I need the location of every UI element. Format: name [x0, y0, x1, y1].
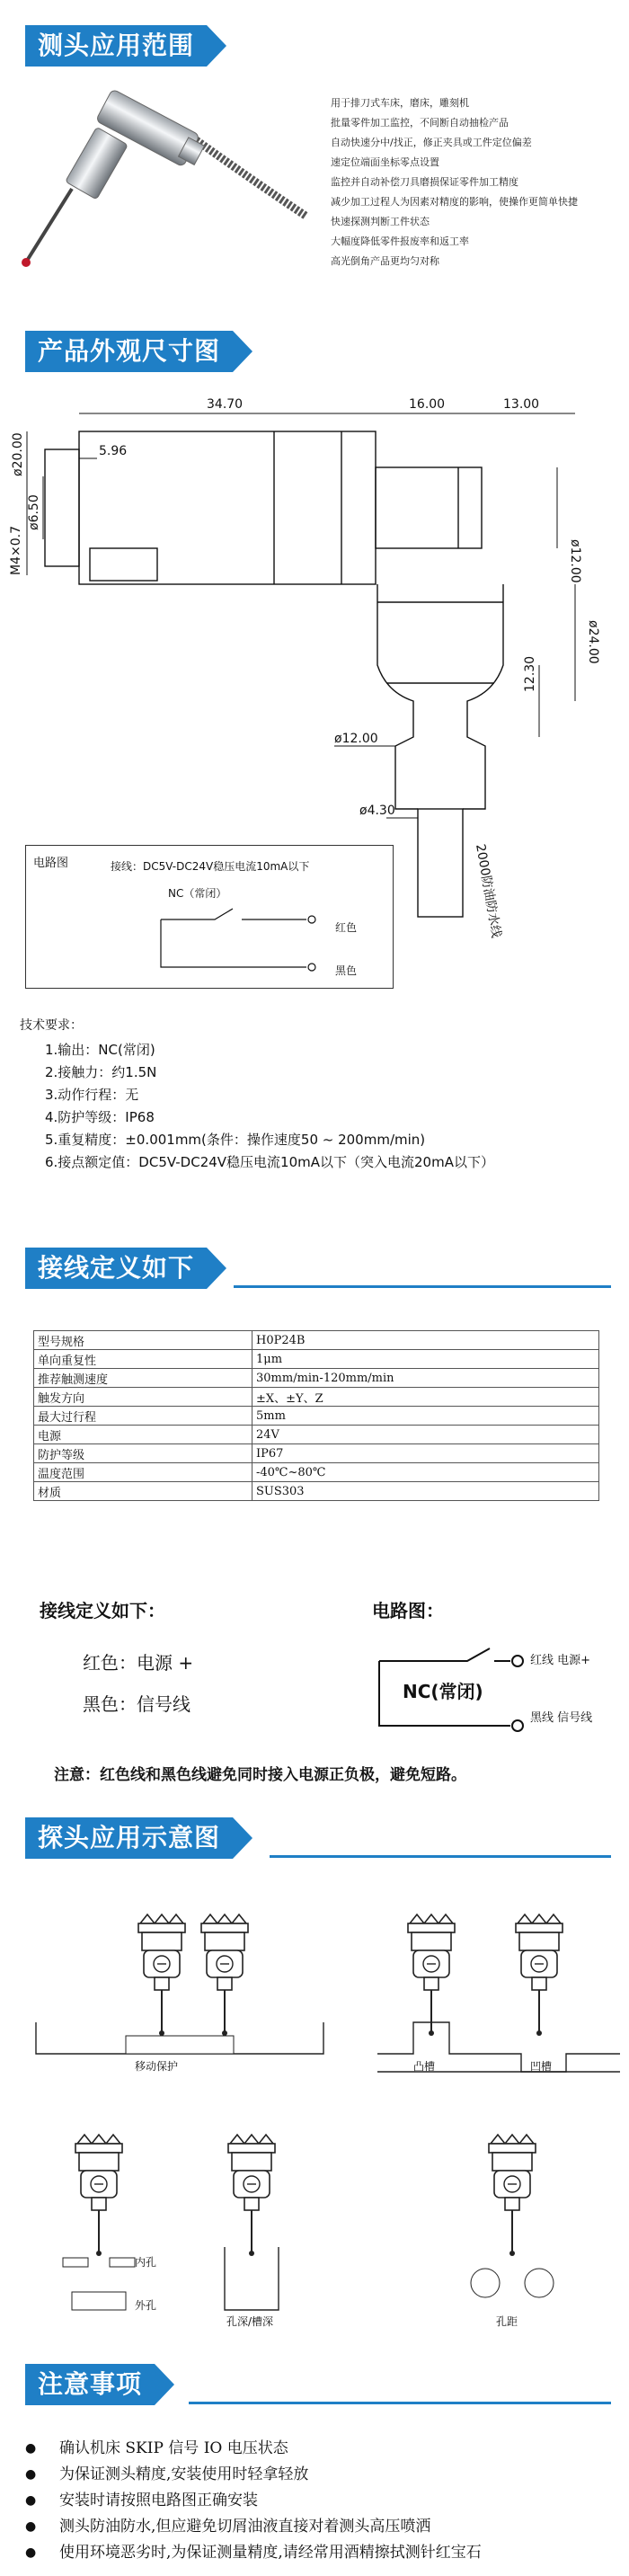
spec-key: 材质	[34, 1482, 252, 1501]
table-row	[34, 1331, 599, 1350]
dim-d12-top: ø12.00	[568, 539, 582, 583]
dim-d20: ø20.00	[11, 432, 25, 476]
circuit-red-label: 红色	[335, 921, 358, 934]
caption-hole-spacing: 孔距	[496, 2315, 518, 2328]
wire-black-def: 黑色：信号线	[83, 1693, 190, 1715]
table-row	[34, 1369, 599, 1388]
spec-key: 型号规格	[34, 1331, 252, 1350]
feature-list	[331, 93, 618, 271]
table-row	[34, 1426, 599, 1444]
dim-d12-bottom: ø12.00	[334, 732, 378, 746]
spec-value: ±X、±Y、Z	[252, 1388, 599, 1407]
spec-value: 1μm	[252, 1350, 599, 1369]
dim-5-96: 5.96	[99, 444, 128, 458]
wire-red-def: 红色：电源 +	[83, 1652, 194, 1674]
section-title-wiring: 接线定义如下	[25, 1248, 207, 1289]
note-item: ● 测头防油防水,但应避免切屑油液直接对着测头高压喷洒	[25, 2514, 618, 2540]
application-diagrams	[0, 1888, 629, 2319]
dim-34-70: 34.70	[207, 397, 244, 412]
spec-value: 30mm/min-120mm/min	[252, 1369, 599, 1388]
dim-d4-3: ø4.30	[359, 804, 395, 818]
spec-value: -40℃~80℃	[252, 1463, 599, 1482]
section-title-dimensions: 产品外观尺寸图	[25, 331, 233, 372]
spec-table	[33, 1330, 599, 1501]
feature-item: 大幅度降低零件报废率和返工率	[331, 235, 469, 247]
feature-item: 批量零件加工监控，不间断自动抽检产品	[331, 117, 509, 129]
spec-value: H0P24B	[252, 1331, 599, 1350]
spec-key: 温度范围	[34, 1463, 252, 1482]
table-row	[34, 1350, 599, 1369]
table-row	[34, 1444, 599, 1463]
circuit-diagram-box	[25, 845, 394, 989]
spec-key: 防护等级	[34, 1444, 252, 1463]
probe-product-photo	[18, 72, 323, 288]
section-divider	[270, 1855, 611, 1858]
wiring-title: 接线定义如下：	[40, 1600, 165, 1621]
section-title-application: 测头应用范围	[25, 25, 207, 67]
tech-row: 6.接点额定值：DC5V-DC24V稳压电流10mA以下（突入电流20mA以下）	[45, 1154, 494, 1170]
circuit-black-label: 黑色	[335, 964, 358, 977]
feature-item: 速定位端面坐标零点设置	[331, 156, 439, 168]
notes-list	[25, 2436, 618, 2566]
feature-item: 监控并自动补偿刀具磨损保证零件加工精度	[331, 176, 518, 188]
caption-hole-depth: 孔深/槽深	[226, 2315, 274, 2328]
note-item: ● 为保证测头精度,安装使用时轻拿轻放	[25, 2462, 618, 2488]
dim-cable: 2000防油防水线	[473, 842, 504, 939]
spec-key: 最大过行程	[34, 1407, 252, 1426]
feature-item: 减少加工过程人为因素对精度的影响，使操作更简单快捷	[331, 196, 578, 208]
note-item: ● 使用环境恶劣时,为保证测量精度,请经常用酒精擦拭测针红宝石	[25, 2540, 618, 2566]
spec-key: 单向重复性	[34, 1350, 252, 1369]
feature-item: 用于排刀式车床，磨床，雕刻机	[331, 97, 469, 109]
table-row	[34, 1463, 599, 1482]
caption-boss: 凸槽	[413, 2060, 436, 2073]
dim-m4: M4×0.7	[9, 526, 23, 575]
circuit-title: 电路图	[33, 857, 69, 870]
table-row	[34, 1407, 599, 1426]
table-row	[34, 1482, 599, 1501]
wiring-black-line: 黑线 信号线	[530, 1711, 593, 1725]
section-title-diagram: 探头应用示意图	[25, 1817, 233, 1859]
note-item: ● 确认机床 SKIP 信号 IO 电压状态	[25, 2436, 618, 2462]
caption-groove: 凹槽	[530, 2060, 553, 2073]
spec-value: SUS303	[252, 1482, 599, 1501]
section-title-notes: 注意事项	[25, 2364, 155, 2405]
dim-d24: ø24.00	[586, 620, 600, 664]
tech-row: 5.重复精度：±0.001mm(条件：操作速度50 ~ 200mm/min)	[45, 1132, 426, 1148]
caption-moving-protection: 移动保护	[135, 2060, 179, 2073]
tech-row: 4.防护等级：IP68	[45, 1109, 155, 1125]
spec-key: 触发方向	[34, 1388, 252, 1407]
spec-key: 电源	[34, 1426, 252, 1444]
caption-inner-hole: 内孔	[135, 2256, 157, 2269]
spec-key: 推荐触测速度	[34, 1369, 252, 1388]
caption-outer-hole: 外孔	[135, 2299, 157, 2312]
tech-title: 技术要求：	[20, 1018, 83, 1033]
tech-row: 3.动作行程：无	[45, 1087, 139, 1103]
note-item: ● 安装时请按照电路图正确安装	[25, 2488, 618, 2514]
spec-value: IP67	[252, 1444, 599, 1463]
table-row	[34, 1388, 599, 1407]
section-divider	[189, 2402, 611, 2404]
tech-row: 1.输出：NC(常闭)	[45, 1042, 155, 1058]
tech-row: 2.接触力：约1.5N	[45, 1064, 157, 1080]
dim-16-00: 16.00	[409, 397, 446, 412]
spec-value: 5mm	[252, 1407, 599, 1426]
dim-12-30: 12.30	[523, 655, 537, 692]
feature-item: 快速探测判断工件状态	[331, 216, 430, 227]
tech-requirements	[20, 1016, 613, 1174]
circuit-note: 接线：DC5V-DC24V稳压电流10mA以下	[111, 860, 310, 873]
wiring-red-line: 红线 电源+	[530, 1654, 591, 1667]
feature-item: 高光倒角产品更均匀对称	[331, 255, 439, 267]
wiring-notice: 注意：红色线和黑色线避免同时接入电源正负极，避免短路。	[54, 1766, 466, 1784]
spec-value: 24V	[252, 1426, 599, 1444]
dim-d6-5: ø6.50	[27, 494, 41, 530]
nc-label: NC（常闭）	[168, 887, 227, 900]
feature-item: 自动快速分中/找正，修正夹具或工件定位偏差	[331, 137, 532, 148]
wiring-nc-label: NC(常闭)	[403, 1681, 483, 1702]
dim-13-00: 13.00	[503, 397, 540, 412]
wiring-circuit-title: 电路图：	[372, 1600, 444, 1621]
section-divider	[234, 1285, 611, 1288]
